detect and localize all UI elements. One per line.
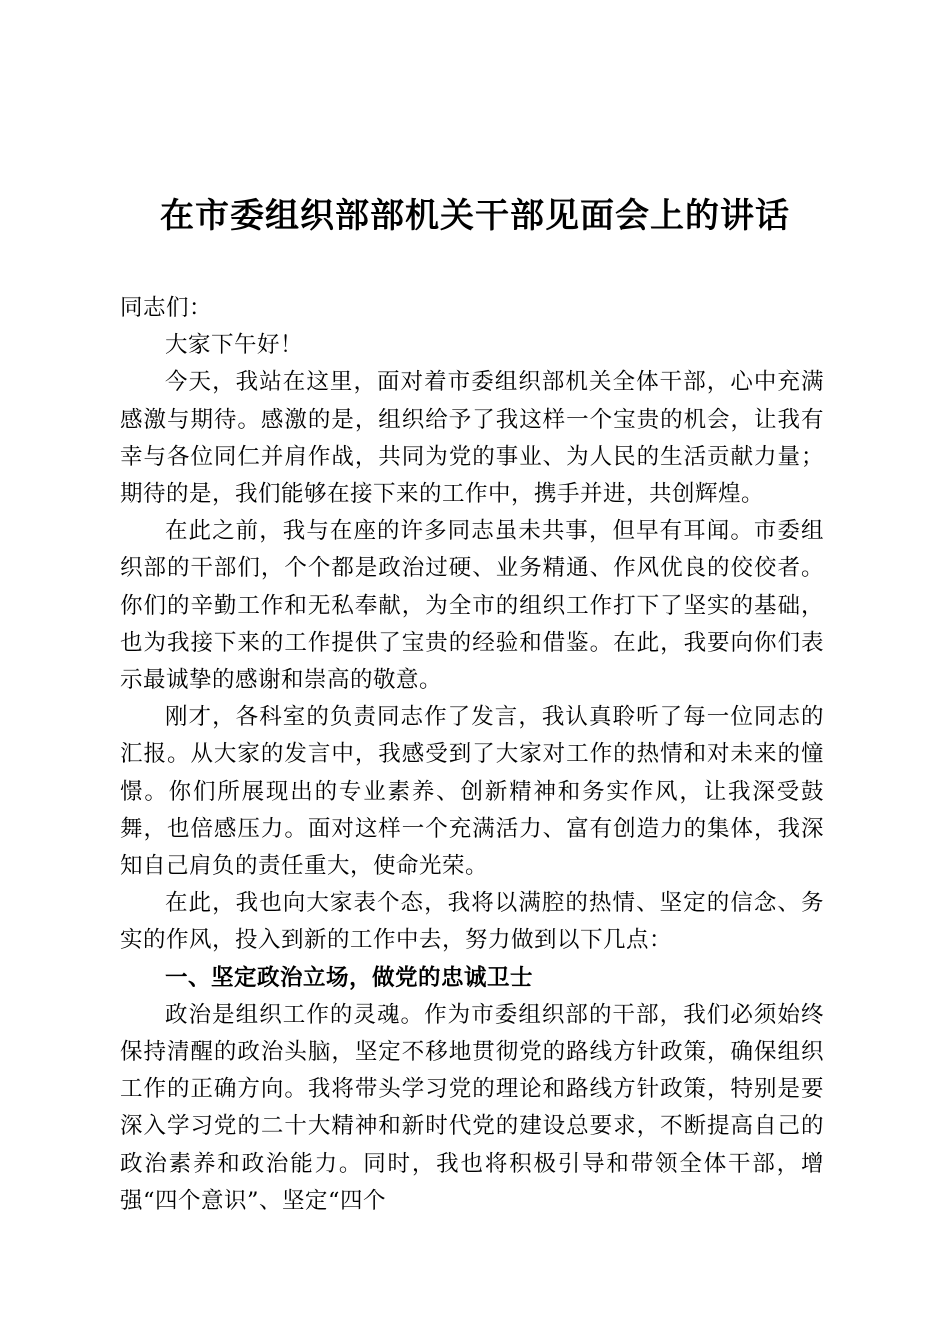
greeting: 大家下午好！ bbox=[165, 332, 304, 359]
document-title: 在市委组织部部机关干部见面会上的讲话 bbox=[160, 196, 790, 236]
document-body bbox=[120, 290, 824, 1220]
paragraph: 在此之前，我与在座的许多同志虽未共事，但早有耳闻。市委组织部的干部们，个个都是政治过硬、业务精通、作风优良的佼佼者。你们的辛勤工作和无私奉献，为全市的组织工作打下了坚实的基础，也为我接下来的工作提供了宝贵的经验和借鉴。在此，我要向你们表示最诚挚的感谢和崇高的敬意。 bbox=[120, 518, 824, 694]
section-heading: 一、坚定政治立场，做党的忠诚卫士 bbox=[165, 964, 534, 991]
salutation: 同志们： bbox=[120, 295, 213, 321]
paragraph: 政治是组织工作的灵魂。作为市委组织部的干部，我们必须始终保持清醒的政治头脑，坚定不移地贯彻党的路线方针政策，确保组织工作的正确方向。我将带头学习党的理论和路线方针政策，特别是要深入学习党的二十大精神和新时代党的建设总要求，不断提高自己的政治素养和政治能力。同时，我也将积极引导和带领全体干部，增强“四个意识”、坚定“四个 bbox=[120, 1001, 824, 1214]
paragraph: 刚才，各科室的负责同志作了发言，我认真聆听了每一位同志的汇报。从大家的发言中，我感受到了大家对工作的热情和对未来的憧憬。你们所展现出的专业素养、创新精神和务实作风，让我深受鼓舞，也倍感压力。面对这样一个充满活力、富有创造力的集体，我深知自己肩负的责任重大，使命光荣。 bbox=[120, 704, 824, 880]
paragraph: 今天，我站在这里，面对着市委组织部机关全体干部，心中充满感激与期待。感激的是，组织给予了我这样一个宝贵的机会，让我有幸与各位同仁并肩作战，共同为党的事业、为人民的生活贡献力量；期待的是，我们能够在接下来的工作中，携手并进，共创辉煌。 bbox=[120, 369, 824, 508]
paragraph: 在此，我也向大家表个态，我将以满腔的热情、坚定的信念、务实的作风，投入到新的工作中去，努力做到以下几点： bbox=[120, 890, 824, 954]
